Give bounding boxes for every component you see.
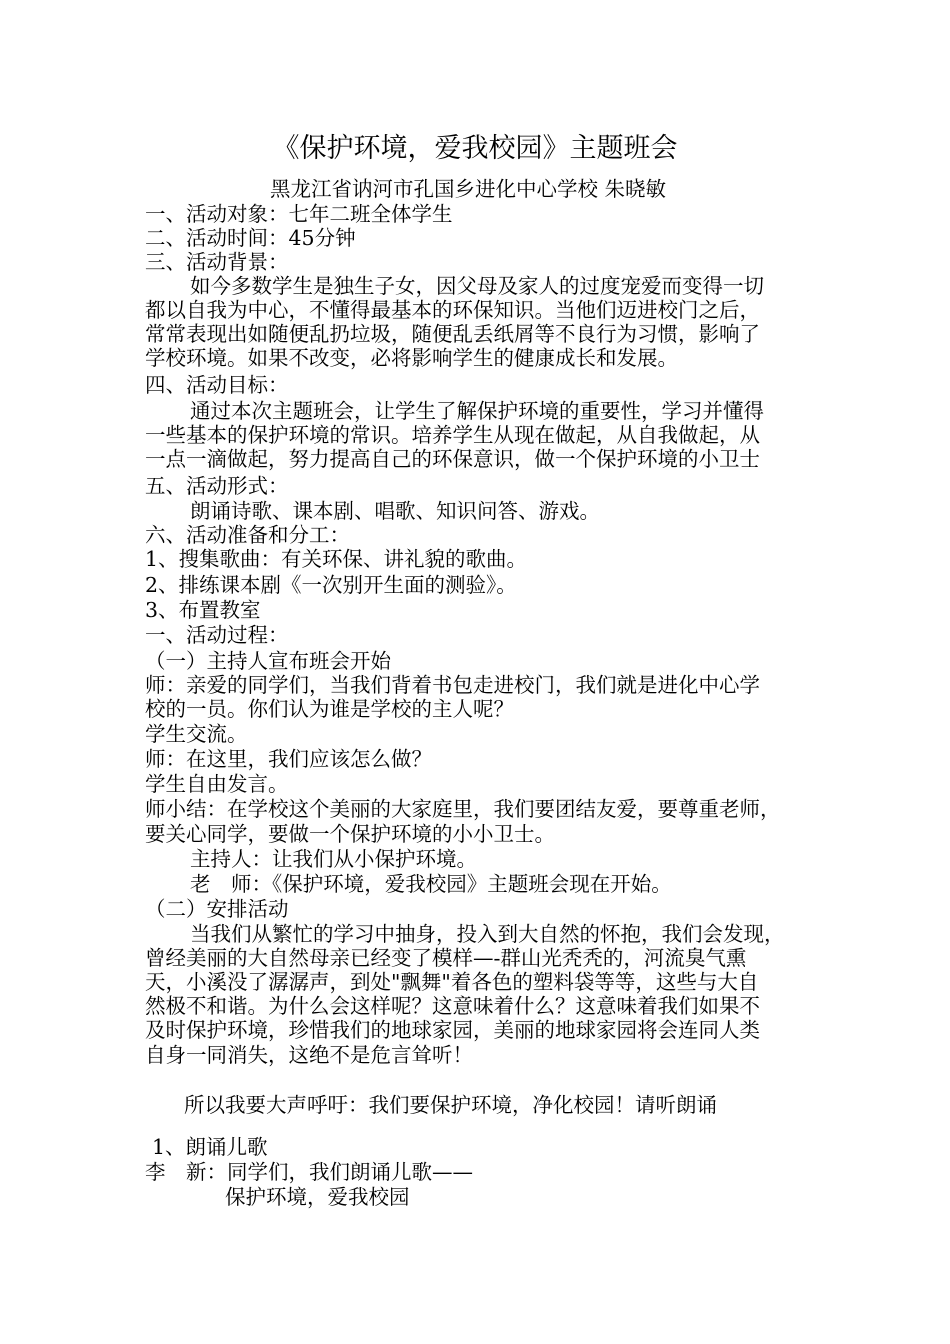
text-line: 一、活动过程： bbox=[145, 623, 289, 647]
text-line: 校的一员。你们认为谁是学校的主人呢？ bbox=[145, 697, 514, 721]
text-line: 学生自由发言。 bbox=[145, 772, 289, 796]
text-line: （一）主持人宣布班会开始 bbox=[145, 649, 391, 673]
text-line: 曾经美丽的大自然母亲已经变了模样—-群山光秃秃的，河流臭气熏 bbox=[145, 946, 747, 970]
text-line: 五、活动形式： bbox=[145, 474, 289, 498]
text-line: 自身一同消失，这绝不是危言耸听！ bbox=[145, 1043, 473, 1067]
text-line: 二、活动时间：45分钟 bbox=[145, 226, 356, 250]
text-line: 李 新：同学们，我们朗诵儿歌—— bbox=[145, 1160, 473, 1184]
text-line: 师小结：在学校这个美丽的大家庭里，我们要团结友爱，要尊重老师， bbox=[145, 797, 781, 821]
document-title: 《保护环境，爱我校园》主题班会 bbox=[272, 133, 678, 164]
text-line: 如今多数学生是独生子女，因父母及家人的过度宠爱而变得一切 bbox=[190, 274, 764, 298]
text-line: 四、活动目标： bbox=[145, 373, 289, 397]
text-line: 主持人：让我们从小保护环境。 bbox=[190, 847, 477, 871]
text-line: 1、朗诵儿歌 bbox=[152, 1135, 268, 1159]
text-line: 老 师：《保护环境，爱我校园》主题班会现在开始。 bbox=[190, 872, 672, 896]
text-line: 学生交流。 bbox=[145, 722, 248, 746]
text-line: 师：在这里，我们应该怎么做？ bbox=[145, 747, 432, 771]
text-line: 2、排练课本剧《一次别开生面的测验》。 bbox=[145, 573, 517, 597]
text-line: 3、布置教室 bbox=[145, 598, 261, 622]
text-line: 天，小溪没了潺潺声，到处"飘舞"着各色的塑料袋等等，这些与大自 bbox=[145, 970, 759, 994]
text-line: 然极不和谐。为什么会这样呢？这意味着什么？这意味着我们如果不 bbox=[145, 994, 760, 1018]
text-line: 所以我要大声呼吁：我们要保护环境，净化校园！请听朗诵 bbox=[184, 1093, 717, 1117]
text-line: 保护环境，爱我校园 bbox=[225, 1185, 410, 1209]
text-line: 当我们从繁忙的学习中抽身，投入到大自然的怀抱，我们会发现， bbox=[190, 922, 785, 946]
text-line: 常常表现出如随便乱扔垃圾，随便乱丢纸屑等不良行为习惯，影响了 bbox=[145, 322, 760, 346]
text-line: 及时保护环境，珍惜我们的地球家园，美丽的地球家园将会连同人类 bbox=[145, 1018, 760, 1042]
text-line: 1、搜集歌曲：有关环保、讲礼貌的歌曲。 bbox=[145, 547, 528, 571]
author-line: 黑龙江省讷河市孔国乡进化中心学校 朱晓敏 bbox=[270, 177, 667, 201]
text-line: 三、活动背景： bbox=[145, 250, 289, 274]
text-line: 朗诵诗歌、课本剧、唱歌、知识问答、游戏。 bbox=[190, 499, 600, 523]
text-line: （二）安排活动 bbox=[145, 897, 289, 921]
text-line: 一些基本的保护环境的常识。培养学生从现在做起，从自我做起，从 bbox=[145, 423, 760, 447]
text-line: 学校环境。如果不改变，必将影响学生的健康成长和发展。 bbox=[145, 346, 678, 370]
text-line: 一点一滴做起，努力提高自己的环保意识，做一个保护环境的小卫士 bbox=[145, 447, 760, 471]
text-line: 通过本次主题班会，让学生了解保护环境的重要性，学习并懂得 bbox=[190, 399, 764, 423]
text-line: 六、活动准备和分工： bbox=[145, 523, 350, 547]
text-line: 师：亲爱的同学们，当我们背着书包走进校门，我们就是进化中心学 bbox=[145, 673, 760, 697]
text-line: 要关心同学，要做一个保护环境的小小卫士。 bbox=[145, 822, 555, 846]
text-line: 都以自我为中心，不懂得最基本的环保知识。当他们迈进校门之后， bbox=[145, 298, 760, 322]
text-line: 一、活动对象：七年二班全体学生 bbox=[145, 202, 453, 226]
